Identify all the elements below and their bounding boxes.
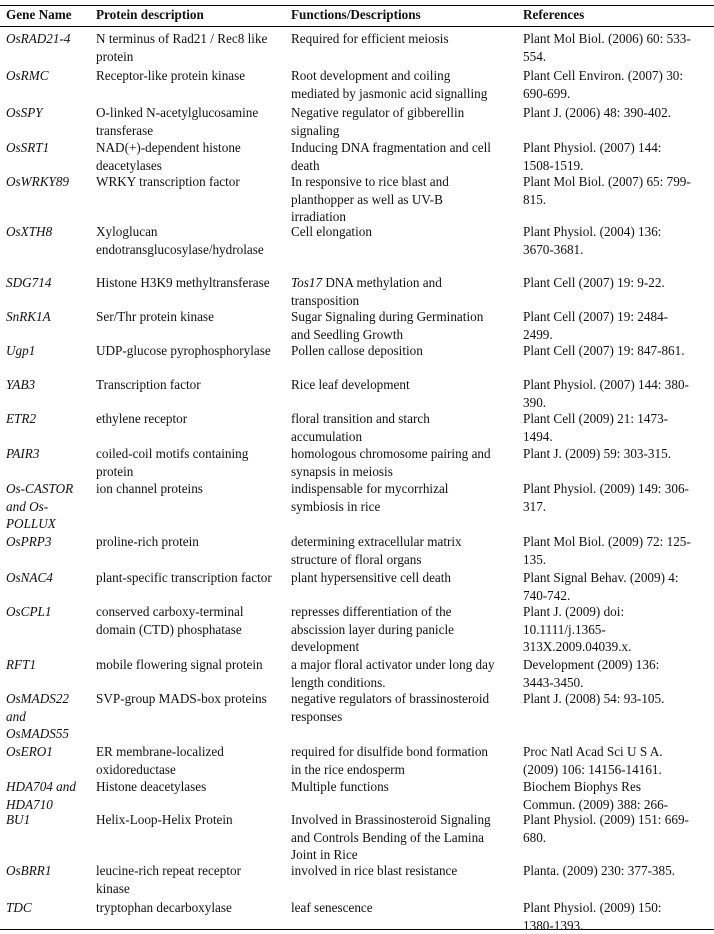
reference-cell: Planta. (2009) 230: 377-385. (523, 863, 676, 878)
function-cell: Negative regulator of gibberellin (291, 105, 465, 120)
gene-name-cell: OsRAD21-4 (6, 31, 71, 46)
function-cell: in the rice endosperm (291, 762, 405, 777)
function-cell: planthopper as well as UV-B (291, 192, 443, 207)
header-rule (0, 26, 714, 27)
reference-cell: Plant Mol Biol. (2007) 65: 799- (523, 174, 691, 189)
protein-description-cell: protein (96, 49, 134, 64)
gene-name-cell: TDC (6, 900, 32, 915)
reference-cell: Plant J. (2009) 59: 303-315. (523, 446, 671, 461)
protein-description-cell: ethylene receptor (96, 411, 188, 426)
function-cell: Sugar Signaling during Germination (291, 309, 484, 324)
function-cell: plant hypersensitive cell death (291, 570, 452, 585)
function-cell: mediated by jasmonic acid signalling (291, 86, 488, 101)
reference-cell: Plant J. (2006) 48: 390-402. (523, 105, 671, 120)
protein-description-cell: N terminus of Rad21 / Rec8 like (96, 31, 268, 46)
reference-cell: Plant Physiol. (2009) 150: (523, 900, 662, 915)
function-cell: Tos17 DNA methylation and (291, 275, 442, 290)
reference-cell: Plant Physiol. (2009) 151: 669- (523, 812, 689, 827)
function-cell: Multiple functions (291, 779, 389, 794)
protein-description-cell: leucine-rich repeat receptor (96, 863, 241, 878)
reference-cell: 2499. (523, 327, 553, 342)
header-protein-description: Protein description (96, 7, 204, 22)
protein-description-cell: coiled-coil motifs containing (96, 446, 249, 461)
function-cell: Rice leaf development (291, 377, 410, 392)
reference-cell: Plant Physiol. (2007) 144: 380- (523, 377, 689, 392)
gene-name-cell: OsBRR1 (6, 863, 52, 878)
gene-name-cell: OsCPL1 (6, 604, 52, 619)
reference-cell: 690-699. (523, 86, 571, 101)
function-cell: and Seedling Growth (291, 327, 404, 342)
gene-name-cell: OsSRT1 (6, 140, 50, 155)
reference-cell: 3443-3450. (523, 675, 584, 690)
reference-cell: Plant Physiol. (2009) 149: 306- (523, 481, 689, 496)
gene-name-cell: RFT1 (6, 657, 37, 672)
reference-cell: 10.1111/j.1365- (523, 622, 606, 637)
gene-name-cell: OsXTH8 (6, 224, 53, 239)
protein-description-cell: transferase (96, 123, 154, 138)
protein-description-cell: kinase (96, 881, 130, 896)
reference-cell: Plant Signal Behav. (2009) 4: (523, 570, 679, 585)
protein-description-cell: SVP-group MADS-box proteins (96, 691, 267, 706)
gene-name-cell: and (6, 709, 26, 724)
reference-cell: Plant Cell (2007) 19: 847-861. (523, 343, 685, 358)
protein-description-cell: Histone H3K9 methyltransferase (96, 275, 270, 290)
function-cell: structure of floral organs (291, 552, 422, 567)
gene-name-cell: SnRK1A (6, 309, 51, 324)
reference-cell: Development (2009) 136: (523, 657, 660, 672)
protein-description-cell: mobile flowering signal protein (96, 657, 263, 672)
gene-name-cell: BU1 (6, 812, 31, 827)
reference-cell: 317. (523, 499, 547, 514)
function-cell: symbiosis in rice (291, 499, 381, 514)
function-cell: determining extracellular matrix (291, 534, 462, 549)
reference-cell: 3670-3681. (523, 242, 584, 257)
reference-cell: 313X.2009.04039.x. (523, 639, 632, 654)
gene-name-cell: OsNAC4 (6, 570, 53, 585)
protein-description-cell: Ser/Thr protein kinase (96, 309, 214, 324)
protein-description-cell: domain (CTD) phosphatase (96, 622, 242, 637)
reference-cell: Plant J. (2008) 54: 93-105. (523, 691, 665, 706)
gene-name-cell: Ugp1 (6, 343, 36, 358)
function-cell: and Controls Bending of the Lamina (291, 830, 485, 845)
gene-name-cell: OsMADS55 (6, 726, 70, 741)
protein-description-cell: protein (96, 464, 134, 479)
protein-description-cell: UDP-glucose pyrophosphorylase (96, 343, 271, 358)
protein-description-cell: plant-specific transcription factor (96, 570, 272, 585)
reference-cell: Proc Natl Acad Sci U S A. (523, 744, 663, 759)
reference-cell: Plant Physiol. (2004) 136: (523, 224, 662, 239)
reference-cell: (2009) 106: 14156-14161. (523, 762, 662, 777)
reference-cell: 1380-1393. (523, 918, 584, 933)
function-cell: Pollen callose deposition (291, 343, 423, 358)
reference-cell: Plant Physiol. (2007) 144: (523, 140, 662, 155)
protein-description-cell: ion channel proteins (96, 481, 203, 496)
gene-name-cell: OsPRP3 (6, 534, 52, 549)
reference-cell: Biochem Biophys Res (523, 779, 641, 794)
protein-description-cell: Xyloglucan (96, 224, 158, 239)
function-cell: negative regulators of brassinosteroid (291, 691, 490, 706)
reference-cell: 740-742. (523, 588, 571, 603)
function-cell: indispensable for mycorrhizal (291, 481, 449, 496)
protein-description-cell: O-linked N-acetylglucosamine (96, 105, 259, 120)
protein-description-cell: Receptor-like protein kinase (96, 68, 246, 83)
gene-name-cell: ETR2 (6, 411, 37, 426)
reference-cell: Plant Mol Biol. (2006) 60: 533- (523, 31, 691, 46)
function-cell: irradiation (291, 209, 346, 224)
reference-cell: Plant Cell (2007) 19: 9-22. (523, 275, 665, 290)
reference-cell: 1508-1519. (523, 158, 584, 173)
function-cell: responses (291, 709, 343, 724)
protein-description-cell: NAD(+)-dependent histone (96, 140, 241, 155)
function-cell: Joint in Rice (291, 847, 358, 862)
top-rule (0, 5, 714, 6)
function-cell: synapsis in meiosis (291, 464, 393, 479)
function-cell: death (291, 158, 320, 173)
reference-cell: Plant Cell (2009) 21: 1473- (523, 411, 669, 426)
gene-name-cell: and Os- (6, 499, 49, 514)
gene-name-cell: Os-CASTOR (6, 481, 74, 496)
protein-description-cell: tryptophan decarboxylase (96, 900, 232, 915)
function-cell: represses differentiation of the (291, 604, 452, 619)
bottom-rule (0, 929, 714, 930)
reference-cell: Plant Cell (2007) 19: 2484- (523, 309, 669, 324)
function-cell: leaf senescence (291, 900, 373, 915)
gene-name-cell: OsWRKY89 (6, 174, 70, 189)
protein-description-cell: deacetylases (96, 158, 162, 173)
protein-description-cell: WRKY transcription factor (96, 174, 240, 189)
gene-name-cell: OsMADS22 (6, 691, 70, 706)
function-cell: required for disulfide bond formation (291, 744, 489, 759)
gene-name-cell: SDG714 (6, 275, 52, 290)
function-cell: Root development and coiling (291, 68, 451, 83)
reference-cell: Commun. (2009) 388: 266- (523, 797, 669, 812)
gene-name-cell: OsSPY (6, 105, 43, 120)
reference-cell: Plant Mol Biol. (2009) 72: 125- (523, 534, 691, 549)
function-cell: Required for efficient meiosis (291, 31, 449, 46)
gene-name-cell: HDA704 and (6, 779, 76, 794)
reference-cell: 680. (523, 830, 547, 845)
function-cell: length conditions. (291, 675, 386, 690)
function-cell: signaling (291, 123, 340, 138)
header-gene-name: Gene Name (6, 7, 72, 22)
header-references: References (523, 7, 585, 22)
gene-name-cell: POLLUX (6, 516, 56, 531)
function-cell: a major floral activator under long day (291, 657, 495, 672)
gene-name-cell: PAIR3 (6, 446, 40, 461)
gene-name-cell: OsRMC (6, 68, 49, 83)
function-cell: accumulation (291, 429, 363, 444)
gene-name-cell: OsERO1 (6, 744, 53, 759)
function-cell: transposition (291, 293, 360, 308)
reference-cell: 135. (523, 552, 547, 567)
function-cell: Cell elongation (291, 224, 372, 239)
reference-cell: 390. (523, 395, 547, 410)
header-functions: Functions/Descriptions (291, 7, 421, 22)
protein-description-cell: proline-rich protein (96, 534, 199, 549)
protein-description-cell: Transcription factor (96, 377, 201, 392)
protein-description-cell: Histone deacetylases (96, 779, 207, 794)
reference-cell: Plant Cell Environ. (2007) 30: (523, 68, 684, 83)
function-cell: floral transition and starch (291, 411, 430, 426)
reference-cell: 1494. (523, 429, 553, 444)
protein-description-cell: oxidoreductase (96, 762, 176, 777)
reference-cell: 554. (523, 49, 547, 64)
protein-description-cell: endotransglucosylase/hydrolase (96, 242, 264, 257)
protein-description-cell: ER membrane-localized (96, 744, 224, 759)
function-cell: In responsive to rice blast and (291, 174, 449, 189)
gene-name-cell: HDA710 (6, 797, 53, 812)
function-cell: development (291, 639, 360, 654)
reference-cell: Plant J. (2009) doi: (523, 604, 625, 619)
function-cell: homologous chromosome pairing and (291, 446, 491, 461)
function-cell: Involved in Brassinosteroid Signaling (291, 812, 491, 827)
function-cell: abscission layer during panicle (291, 622, 454, 637)
protein-description-cell: Helix-Loop-Helix Protein (96, 812, 233, 827)
reference-cell: 815. (523, 192, 547, 207)
gene-name-cell: YAB3 (6, 377, 36, 392)
function-cell: Inducing DNA fragmentation and cell (291, 140, 491, 155)
function-cell: involved in rice blast resistance (291, 863, 458, 878)
protein-description-cell: conserved carboxy-terminal (96, 604, 244, 619)
